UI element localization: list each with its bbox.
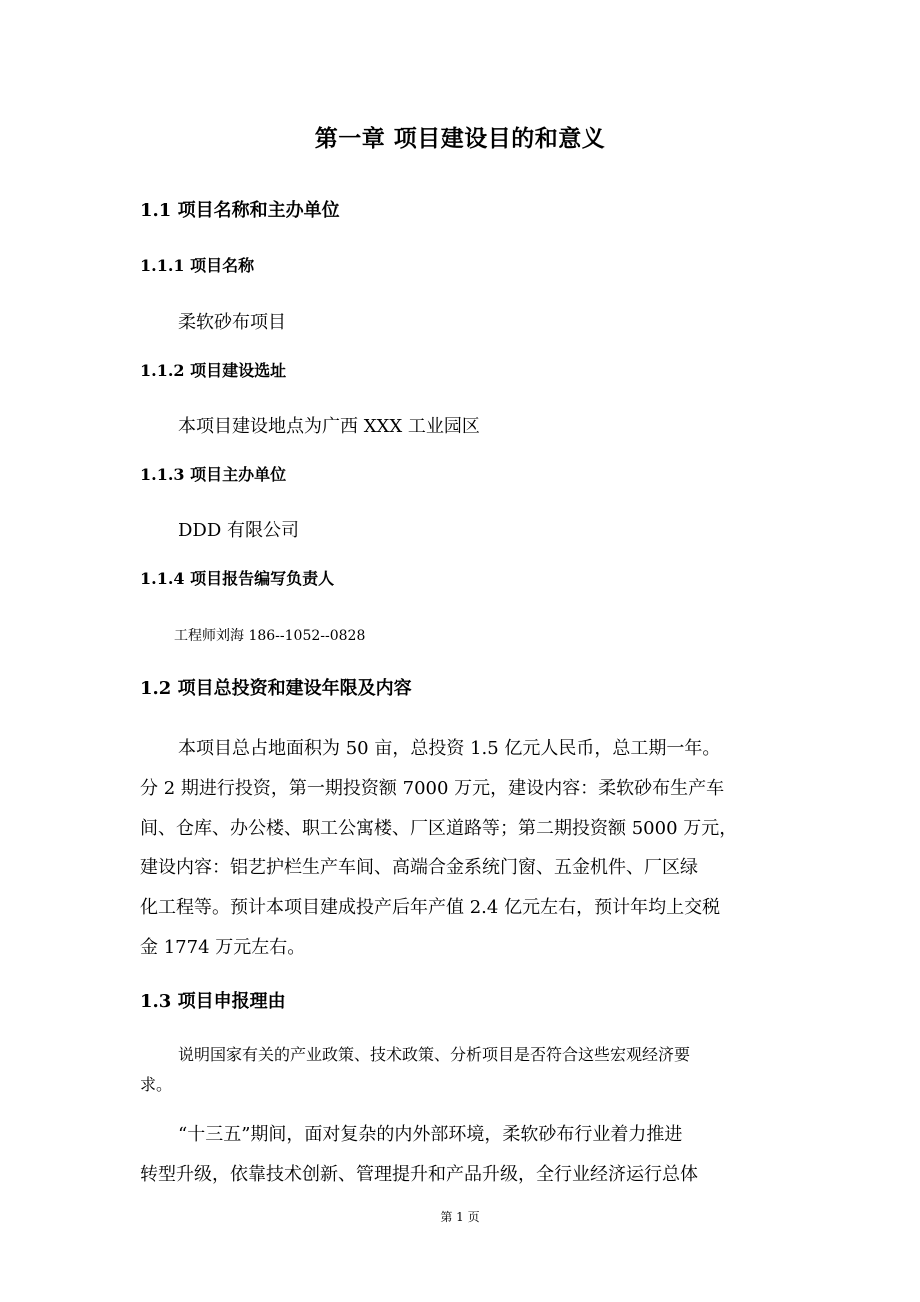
- investment-line-1: 本项目总占地面积为 50 亩，总投资 1.5 亿元人民币，总工期一年。: [178, 738, 721, 759]
- reason-para1-line-1: 说明国家有关的产业政策、技术政策、分析项目是否符合这些宏观经济要: [178, 1045, 691, 1064]
- section-1-1-heading: 1.1 项目名称和主办单位: [140, 200, 340, 221]
- section-1-1-2-heading: 1.1.2 项目建设选址: [140, 361, 287, 380]
- section-1-2-heading: 1.2 项目总投资和建设年限及内容: [140, 678, 412, 699]
- project-location-text: 本项目建设地点为广西 XXX 工业园区: [178, 416, 480, 437]
- section-1-3-heading: 1.3 项目申报理由: [140, 991, 286, 1012]
- investment-line-4: 建设内容：铝艺护栏生产车间、高端合金系统门窗、五金机件、厂区绿: [140, 857, 698, 878]
- investment-line-5: 化工程等。预计本项目建成投产后年产值 2.4 亿元左右，预计年均上交税: [140, 897, 721, 918]
- investment-line-6: 金 1774 万元左右。: [140, 937, 306, 958]
- section-1-1-4-heading: 1.1.4 项目报告编写负责人: [140, 569, 335, 588]
- reason-para2-line-1: “十三五”期间，面对复杂的内外部环境，柔软砂布行业着力推进: [178, 1124, 683, 1145]
- page-number: 第 1 页: [440, 1210, 480, 1224]
- reason-para2-line-2: 转型升级，依靠技术创新、管理提升和产品升级，全行业经济运行总体: [140, 1164, 698, 1185]
- chapter-title: 第一章 项目建设目的和意义: [314, 125, 606, 152]
- reason-para1-line-2: 求。: [140, 1075, 173, 1094]
- project-name-text: 柔软砂布项目: [178, 312, 286, 333]
- investment-line-3: 间、仓库、办公楼、职工公寓楼、厂区道路等；第二期投资额 5000 万元，: [140, 818, 738, 839]
- report-author-text: 工程师刘海 186--1052--0828: [174, 628, 366, 644]
- investment-line-2: 分 2 期进行投资，第一期投资额 7000 万元，建设内容：柔软砂布生产车: [140, 778, 725, 799]
- host-organization-text: DDD 有限公司: [178, 520, 300, 541]
- section-1-1-3-heading: 1.1.3 项目主办单位: [140, 465, 287, 484]
- section-1-1-1-heading: 1.1.1 项目名称: [140, 256, 255, 275]
